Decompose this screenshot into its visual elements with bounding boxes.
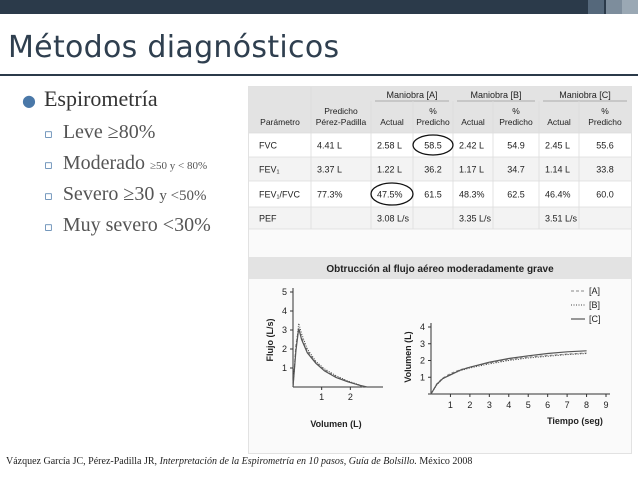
bullet-main [22,86,252,112]
sub-bullet-muy-severo [44,214,252,237]
sub-bullet-text: Severo ≥30 [62,183,160,205]
citation-authors: Vázquez García JC, Pérez-Padilla JR, [6,456,160,467]
table-cell: 2.42 L [459,140,485,151]
table-cell: FEV₁ [259,164,280,175]
table-cell: 2.58 L [377,140,403,151]
slide-title: Métodos diagnósticos [8,30,340,65]
vt-x-tick-label: 5 [525,400,531,410]
table-col-header: Pérez-Padilla [315,117,367,127]
table-cell: 3.51 L/s [545,213,578,224]
flow-y-axis-label: Flujo (L/s) [265,318,275,362]
flow-volume-curve-3 [293,329,367,388]
sub-bullet-small: y <50% [159,188,207,204]
flow-x-tick-label: 1 [319,392,325,402]
flow-volume-curve-1 [293,328,363,387]
vt-x-tick-label: 1 [447,400,453,410]
flow-x-axis-label: Volumen (L) [310,419,362,429]
legend-label: [B] [589,300,601,310]
legend-label: [A] [589,286,601,296]
table-group-header: Maniobra [B] [470,90,522,100]
vt-y-tick-label: 4 [419,322,425,332]
table-cell: 34.7 [507,164,525,175]
table-cell: 3.08 L/s [377,213,410,224]
chart-title: Obtrucción al flujo aéreo moderadamente grave [326,264,554,275]
table-cell: 2.45 L [545,140,571,151]
flow-y-tick-label: 3 [281,325,287,335]
citation-title: Interpretación de la Espirometría en 10 pasos, Guía de Bolsillo. [159,456,417,467]
table-col-header: % [601,106,609,116]
table-col-header: Actual [461,117,485,127]
square-bullet-icon: ▫ [44,158,53,173]
vt-x-tick-label: 3 [486,400,492,410]
sub-bullet-text: Moderado [62,152,151,174]
volume-time-curve-2 [431,354,587,395]
table-group-header: Maniobra [A] [386,90,438,100]
bullet-main-text: Espirometría [43,86,158,111]
sub-bullet-leve [44,121,252,144]
flow-y-tick-label: 5 [281,287,287,297]
vt-x-axis-label: Tiempo (seg) [547,416,603,426]
square-bullet-icon: ▫ [44,127,53,142]
square-bullet-icon: ▫ [44,220,53,235]
flow-y-tick-label: 1 [281,363,287,373]
vt-y-tick-label: 3 [419,338,425,349]
table-cell: PEF [259,213,277,224]
sub-bullet-moderado [44,152,252,175]
bullet-dot-icon: ● [22,91,36,110]
sub-bullet-severo [44,183,252,206]
corner-square-1 [588,0,604,14]
table-col-header: Actual [380,117,404,127]
table-cell: 33.8 [596,164,614,175]
table-cell: 77.3% [317,189,343,200]
spirometry-figure [248,86,632,454]
vt-y-axis-label: Volumen (L) [403,331,413,383]
table-cell: 3.37 L [317,164,343,175]
table-col-header: Predicho [324,106,358,116]
volume-time-curve-3 [431,351,587,394]
table-cell: 1.14 L [545,164,571,175]
vt-y-tick-label: 2 [419,355,425,366]
table-col-header: % [429,106,437,116]
flow-y-tick-label: 4 [281,306,287,316]
table-col-header: Actual [547,117,571,127]
vt-x-tick-label: 4 [506,400,512,410]
table-group-header: Maniobra [C] [559,90,611,100]
table-col-header: Predicho [416,117,450,127]
table-col-header: Parámetro [260,117,300,127]
table-col-header: Predicho [499,117,533,127]
vt-x-tick-label: 6 [545,400,551,410]
table-cell: 46.4% [545,189,571,200]
table-cell: 55.6 [596,140,614,151]
square-bullet-icon: ▫ [44,189,53,204]
corner-square-2 [606,0,622,14]
vt-x-tick-label: 2 [467,400,473,410]
spirometry-figure-svg [249,87,631,453]
vt-x-tick-label: 7 [564,400,570,410]
table-cell: 58.5 [424,140,442,151]
table-cell: FEV₁/FVC [259,189,301,200]
vt-x-tick-label: 8 [584,400,590,410]
table-cell: 61.5 [424,189,442,200]
table-cell: 48.3% [459,189,485,200]
table-cell: 62.5 [507,189,525,200]
flow-volume-curve-2 [293,323,362,387]
table-cell: 47.5% [377,189,403,200]
citation-place-year: México 2008 [416,456,473,467]
table-col-header: Predicho [588,117,622,127]
citation [6,456,472,467]
table-cell: FVC [259,140,277,151]
vt-y-tick-label: 1 [419,372,425,383]
bullet-list [22,86,252,245]
table-cell: 4.41 L [317,140,343,151]
table-cell: 1.22 L [377,164,403,175]
top-bar [0,0,638,14]
flow-y-tick-label: 2 [281,344,287,354]
table-col-header: % [512,106,520,116]
sub-bullet-text: Muy severo <30% [62,214,211,236]
table-cell: 60.0 [596,189,614,200]
table-cell: 36.2 [424,164,442,175]
sub-bullet-small: ≥50 y < 80% [150,160,208,172]
sub-bullet-text: Leve ≥80% [62,121,156,143]
title-rule [0,74,638,76]
flow-x-tick-label: 2 [347,392,353,402]
table-cell: 3.35 L/s [459,213,492,224]
vt-x-tick-label: 9 [603,400,609,410]
table-cell: 1.17 L [459,164,485,175]
legend-label: [C] [589,314,601,324]
table-cell: 54.9 [507,140,525,151]
corner-square-3 [622,0,638,14]
